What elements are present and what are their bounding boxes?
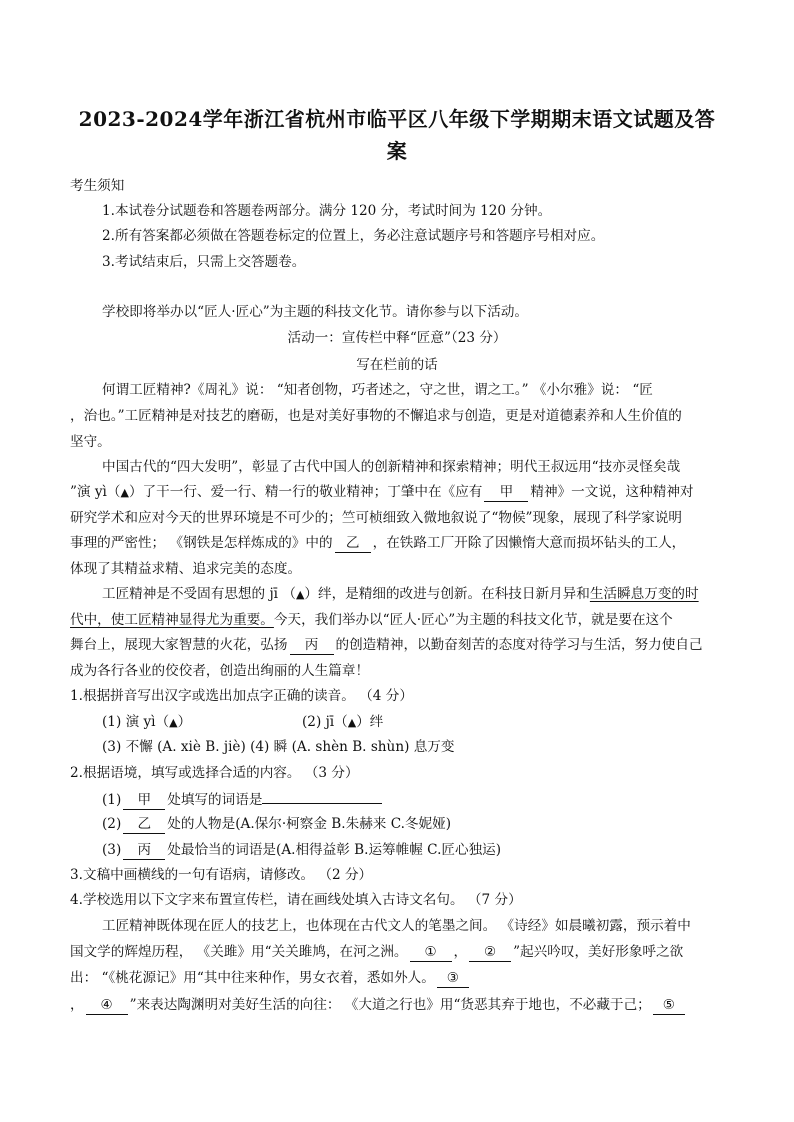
document-title — [70, 103, 724, 167]
triangle-marker: ▲ — [347, 716, 357, 729]
section-title: 写在栏前的话 — [356, 357, 438, 373]
title-line-1: 2023-2024学年浙江省杭州市临平区八年级下学期期末语文试题及答 — [78, 107, 716, 131]
blank-1[interactable]: ① — [410, 943, 452, 962]
p1-line-3: 坚守。 — [70, 434, 111, 450]
p4-line-4: ， ④ ”来表达陶渊明对美好生活的向往： 《大道之行也》用“货恶其弃于地也，不必藏于己； ⑤ — [70, 993, 724, 1018]
blank-2[interactable]: ② — [469, 943, 511, 962]
p3-line-4: 成为各行各业的佼佼者，创造出绚丽的人生篇章！ — [70, 663, 370, 679]
question-3-stem: 3.文稿中画横线的一句有语病，请修改。 （2 分） — [70, 867, 373, 883]
triangle-marker: ▲ — [120, 486, 129, 499]
p3-text: 的创造精神，以勤奋刻苦的态度对待学习与生活，努力使自己 — [335, 637, 703, 653]
p2-text: ）了干一行、爱一行、精一行的敬业精神；丁肇中在《应有 — [128, 484, 483, 500]
question-2-stem: 2.根据语境，填写或选择合适的内容。 （3 分） — [70, 765, 359, 781]
notice-item-2: 2.所有答案都必须做在答题卷标定的位置上，务必注意试题序号和答题序号相对应。 — [102, 228, 605, 244]
answer-blank[interactable] — [262, 787, 382, 804]
title-line-2: 案 — [386, 139, 408, 163]
p2-line-5: 体现了其精益求精、追求完美的态度。 — [70, 561, 302, 577]
p4-line-3: 出： “《桃花源记》用“其中往来种作，男女衣着，悉如外人。 ③ — [70, 966, 724, 991]
p2-text: ”演 yì（ — [70, 484, 121, 500]
q1-item-2: (2) jī（▲）绊 — [302, 714, 384, 730]
p4-line-1: 工匠精神既体现在匠人的技艺上，也体现在古代文人的笔墨之间。 《诗经》如晨曦初露，预示着中 — [102, 918, 691, 934]
blank-4[interactable]: ④ — [86, 996, 128, 1015]
p2-line-4 — [70, 531, 724, 556]
q2-item-1: (1) 甲 处填写的词语是 — [102, 787, 722, 813]
p3-line-1 — [102, 582, 722, 607]
p2-line-3: 研究学术和应对今天的世界环境是不可少的；竺可桢细致入微地叙说了“物候”现象，展现了科学家说明 — [70, 510, 683, 526]
p1-line-1: 何谓工匠精神?《周礼》说： “知者创物，巧者述之，守之世，谓之工。” 《小尔雅》说： “匠 — [102, 382, 653, 398]
blank-bing[interactable]: 丙 — [290, 636, 334, 655]
p2-line-1: 中国古代的“四大发明”，彰显了古代中国人的创新精神和探索精神；明代王叔远用“技亦灵怪矣哉 — [102, 459, 681, 475]
p4-line-2: 国文学的辉煌历程， 《关雎》用“关关雎鸠，在河之洲。 ① ， ② ”起兴吟叹，美好形象呼之欲 — [70, 944, 684, 960]
blank-5[interactable]: ⑤ — [653, 996, 685, 1015]
p3-text: 今天，我们举办以“匠人·匠心”为主题的科技文化节，就是要在这个 — [273, 612, 673, 628]
q1-items-3-4: (3) 不懈 (A. xiè B. jiè) (4) 瞬 (A. shèn B. shùn) 息万变 — [102, 739, 455, 755]
p3-line-2 — [70, 608, 724, 633]
p3-text: 舞台上，展现大家智慧的火花，弘扬 — [70, 637, 288, 653]
p3-line-3 — [70, 633, 724, 658]
q2-item-2: (2) 乙 处的人物是(A.保尔·柯察金 B.朱赫来 C.冬妮娅) — [102, 816, 452, 832]
triangle-marker: ▲ — [169, 716, 178, 729]
blank-yi[interactable]: 乙 — [335, 534, 371, 553]
blank-3[interactable]: ③ — [437, 969, 469, 988]
question-4-stem: 4.学校选用以下文字来布置宣传栏，请在画线处填入古诗文名句。 （7 分） — [70, 892, 522, 908]
p2-line-2 — [70, 480, 724, 505]
q1-item-1: (1) 演 yì（▲） — [102, 714, 192, 730]
activity-heading: 活动一：宣传栏中释“匠意”（23 分） — [287, 330, 507, 346]
notice-item-1: 1.本试卷分试题卷和答题卷两部分。满分 120 分，考试时间为 120 分钟。 — [102, 203, 552, 219]
intro-text: 学校即将举办以“匠人·匠心”为主题的科技文化节。请你参与以下活动。 — [102, 304, 529, 320]
underlined-sentence: 生活瞬息万变的时 — [589, 586, 699, 602]
blank-yi-ref: 乙 — [123, 815, 165, 834]
p2-text: ，在铁路工厂开除了因懒惰大意而损坏钻头的工人， — [372, 535, 686, 551]
p3-text: 工匠精神是不受固有思想的 jī （ — [102, 586, 296, 602]
question-1-stem: 1.根据拼音写出汉字或选出加点字正确的读音。 （4 分） — [70, 688, 413, 704]
q2-item-3: (3) 丙 处最恰当的词语是(A.相得益彰 B.运筹帷幄 C.匠心独运) — [102, 842, 502, 858]
blank-jia-ref: 甲 — [123, 791, 165, 810]
blank-jia[interactable]: 甲 — [484, 483, 528, 502]
notice-heading: 考生须知 — [70, 178, 125, 194]
triangle-marker: ▲ — [295, 588, 305, 601]
blank-bing-ref: 丙 — [123, 841, 165, 860]
p2-text: 事理的严密性； 《钢铁是怎样炼成的》中的 — [70, 535, 333, 551]
p2-text: 精神》一文说，这种精神对 — [530, 484, 694, 500]
p3-text: ）绊，是精细的改进与创新。在科技日新月异和 — [304, 586, 590, 602]
underlined-sentence: 代中，使工匠精神显得尤为重要。 — [70, 612, 274, 628]
notice-item-3: 3.考试结束后，只需上交答题卷。 — [102, 254, 306, 270]
p1-line-2: ，治也。”工匠精神是对技艺的磨砺，也是对美好事物的不懈追求与创造，更是对道德素养和人生价值的 — [70, 408, 682, 424]
